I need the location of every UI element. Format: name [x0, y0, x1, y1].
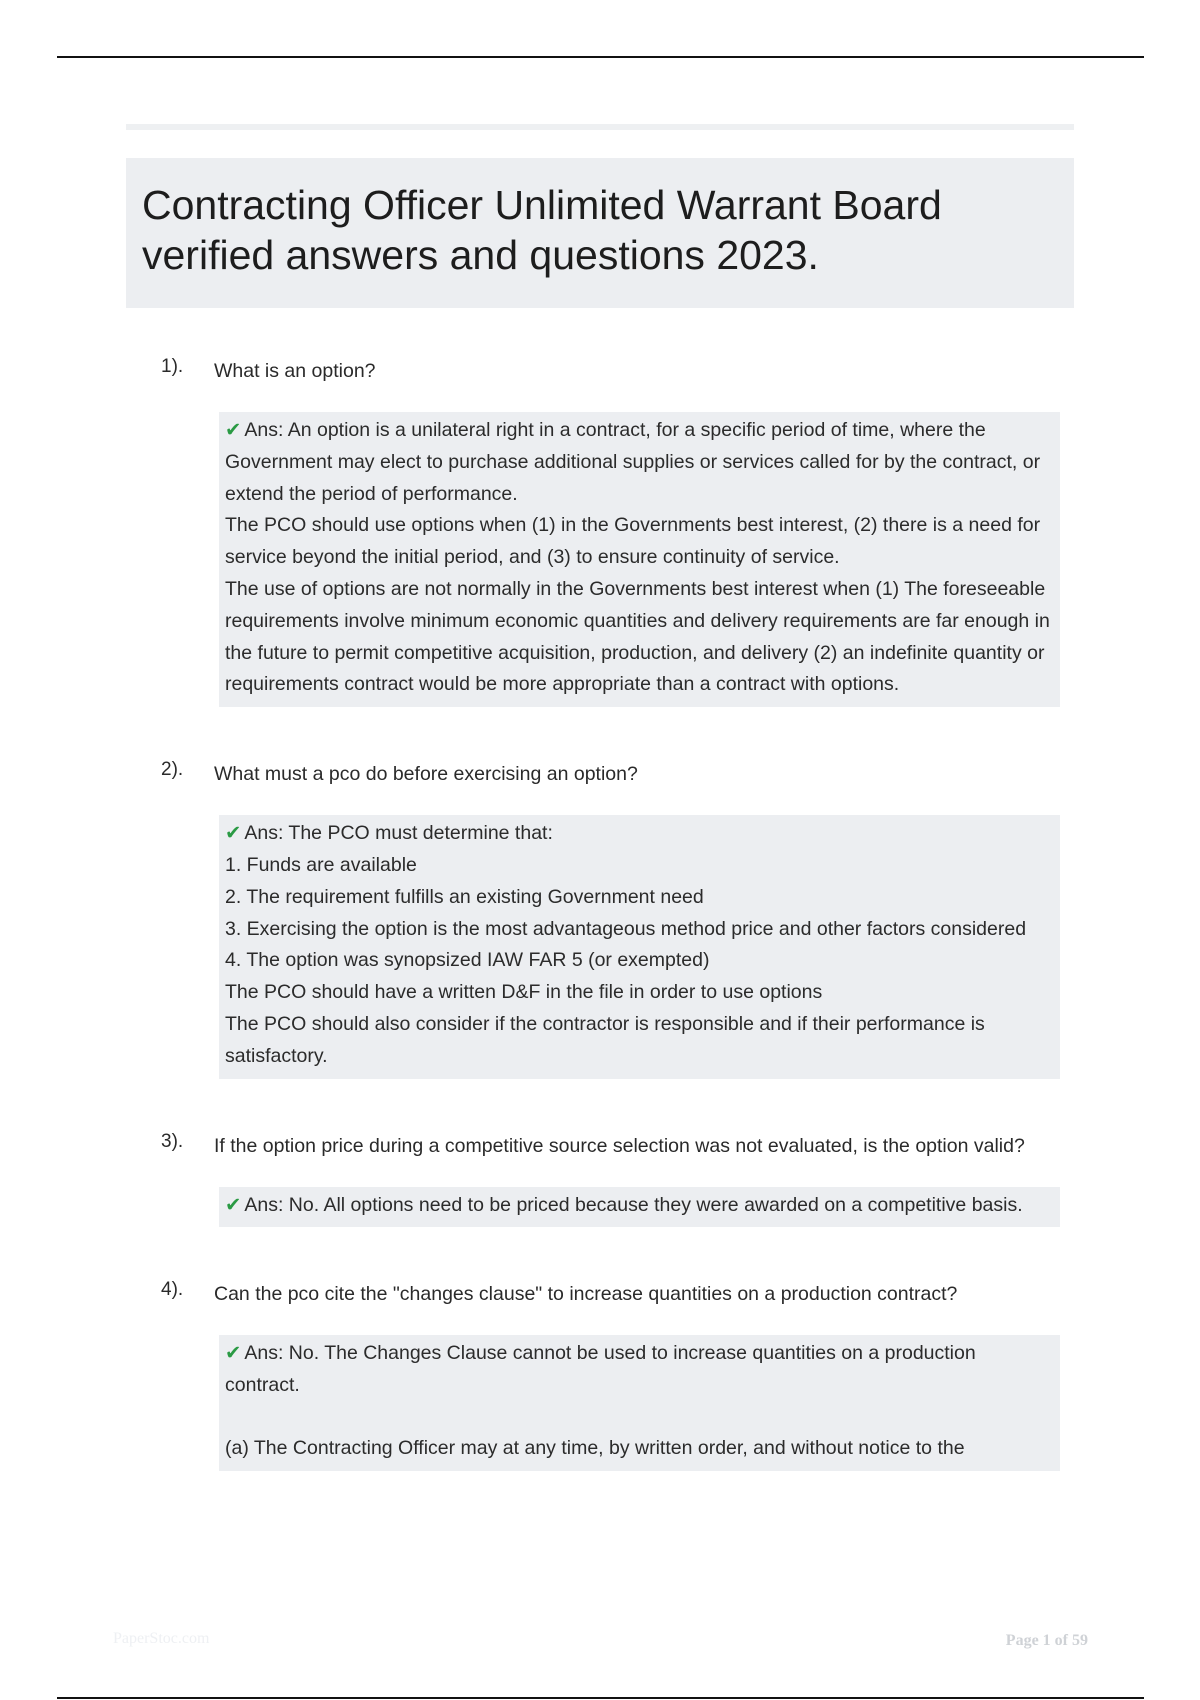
checkmark-icon: ✔ — [225, 1193, 242, 1216]
answer-line: The use of options are not normally in the Governments best interest when (1) The foreseeable requirements involve minimum economic quantities and delivery requirements are far enough in the future to permit competitive acquisition, production, and delivery (2) an indefinite quantity or requirements contract would be more appropriate than a contract with options. — [225, 577, 1050, 696]
top-rule — [57, 56, 1144, 58]
answer-lead — [225, 415, 1054, 510]
document-content — [126, 124, 1074, 1471]
answer-line: (a) The Contracting Officer may at any time, by written order, and without notice to the — [225, 1436, 965, 1459]
question-text: What must a pco do before exercising an option? — [214, 763, 638, 786]
qa-item — [126, 356, 1074, 707]
answer-lead — [225, 1338, 1054, 1402]
question-text: If the option price during a competitive source selection was not evaluated, is the option valid? — [214, 1134, 1025, 1157]
question-text: Can the pco cite the "changes clause" to increase quantities on a production contract? — [214, 1283, 958, 1306]
footer-watermark: PaperStoc.com — [113, 1630, 210, 1647]
answer-lead — [225, 818, 1054, 850]
question-text: What is an option? — [214, 360, 376, 382]
answer-lead-text: Ans: The PCO must determine that: — [244, 822, 553, 845]
checkmark-icon: ✔ — [225, 1342, 242, 1365]
answer-line: 2. The requirement fulfills an existing Government need — [225, 885, 704, 908]
answer-box — [219, 412, 1060, 707]
title-separator — [126, 124, 1074, 130]
bottom-rule — [57, 1697, 1144, 1699]
qa-list — [126, 356, 1074, 1471]
answer-line: 4. The option was synopsized IAW FAR 5 (or exempted) — [225, 949, 710, 972]
checkmark-icon: ✔ — [225, 419, 242, 441]
page-number: Page 1 of 59 — [1005, 1632, 1088, 1649]
qa-body — [214, 356, 1074, 707]
answer-line: 3. Exercising the option is the most advantageous method price and other factors considered — [225, 917, 1027, 940]
answer-lead — [225, 1190, 1054, 1222]
question-number: 2). — [161, 759, 184, 781]
answer-box — [219, 815, 1060, 1078]
answer-lead-text: Ans: An option is a unilateral right in a contract, for a specific period of time, where the Government may elect to purchase additional supplies or services called for by the contract, or extend the period of performance. — [225, 419, 1041, 505]
qa-body — [214, 1279, 1074, 1470]
answer-box — [219, 1335, 1060, 1470]
question-number: 3). — [161, 1130, 184, 1152]
qa-item — [126, 1279, 1074, 1470]
document-title: Contracting Officer Unlimited Warrant Board verified answers and questions 2023. — [126, 158, 1074, 308]
answer-box — [219, 1187, 1060, 1228]
answer-line: The PCO should have a written D&F in the file in order to use options — [225, 981, 823, 1004]
question-number: 4). — [161, 1279, 184, 1301]
qa-item — [126, 1131, 1074, 1228]
qa-item — [126, 759, 1074, 1078]
answer-gap — [225, 1402, 1054, 1433]
checkmark-icon: ✔ — [225, 822, 242, 845]
answer-line: The PCO should also consider if the contractor is responsible and if their performance is satisfactory. — [225, 1012, 985, 1067]
answer-line: 1. Funds are available — [225, 853, 417, 876]
question-number: 1). — [161, 356, 184, 377]
answer-line: The PCO should use options when (1) in the Governments best interest, (2) there is a need for service beyond the initial period, and (3) to ensure continuity of service. — [225, 514, 1041, 569]
answer-lead-text: Ans: No. All options need to be priced because they were awarded on a competitive basis. — [244, 1193, 1023, 1216]
answer-lead-text: Ans: No. The Changes Clause cannot be used to increase quantities on a production contract. — [225, 1342, 976, 1397]
qa-body — [214, 759, 1074, 1078]
qa-body — [214, 1131, 1074, 1228]
